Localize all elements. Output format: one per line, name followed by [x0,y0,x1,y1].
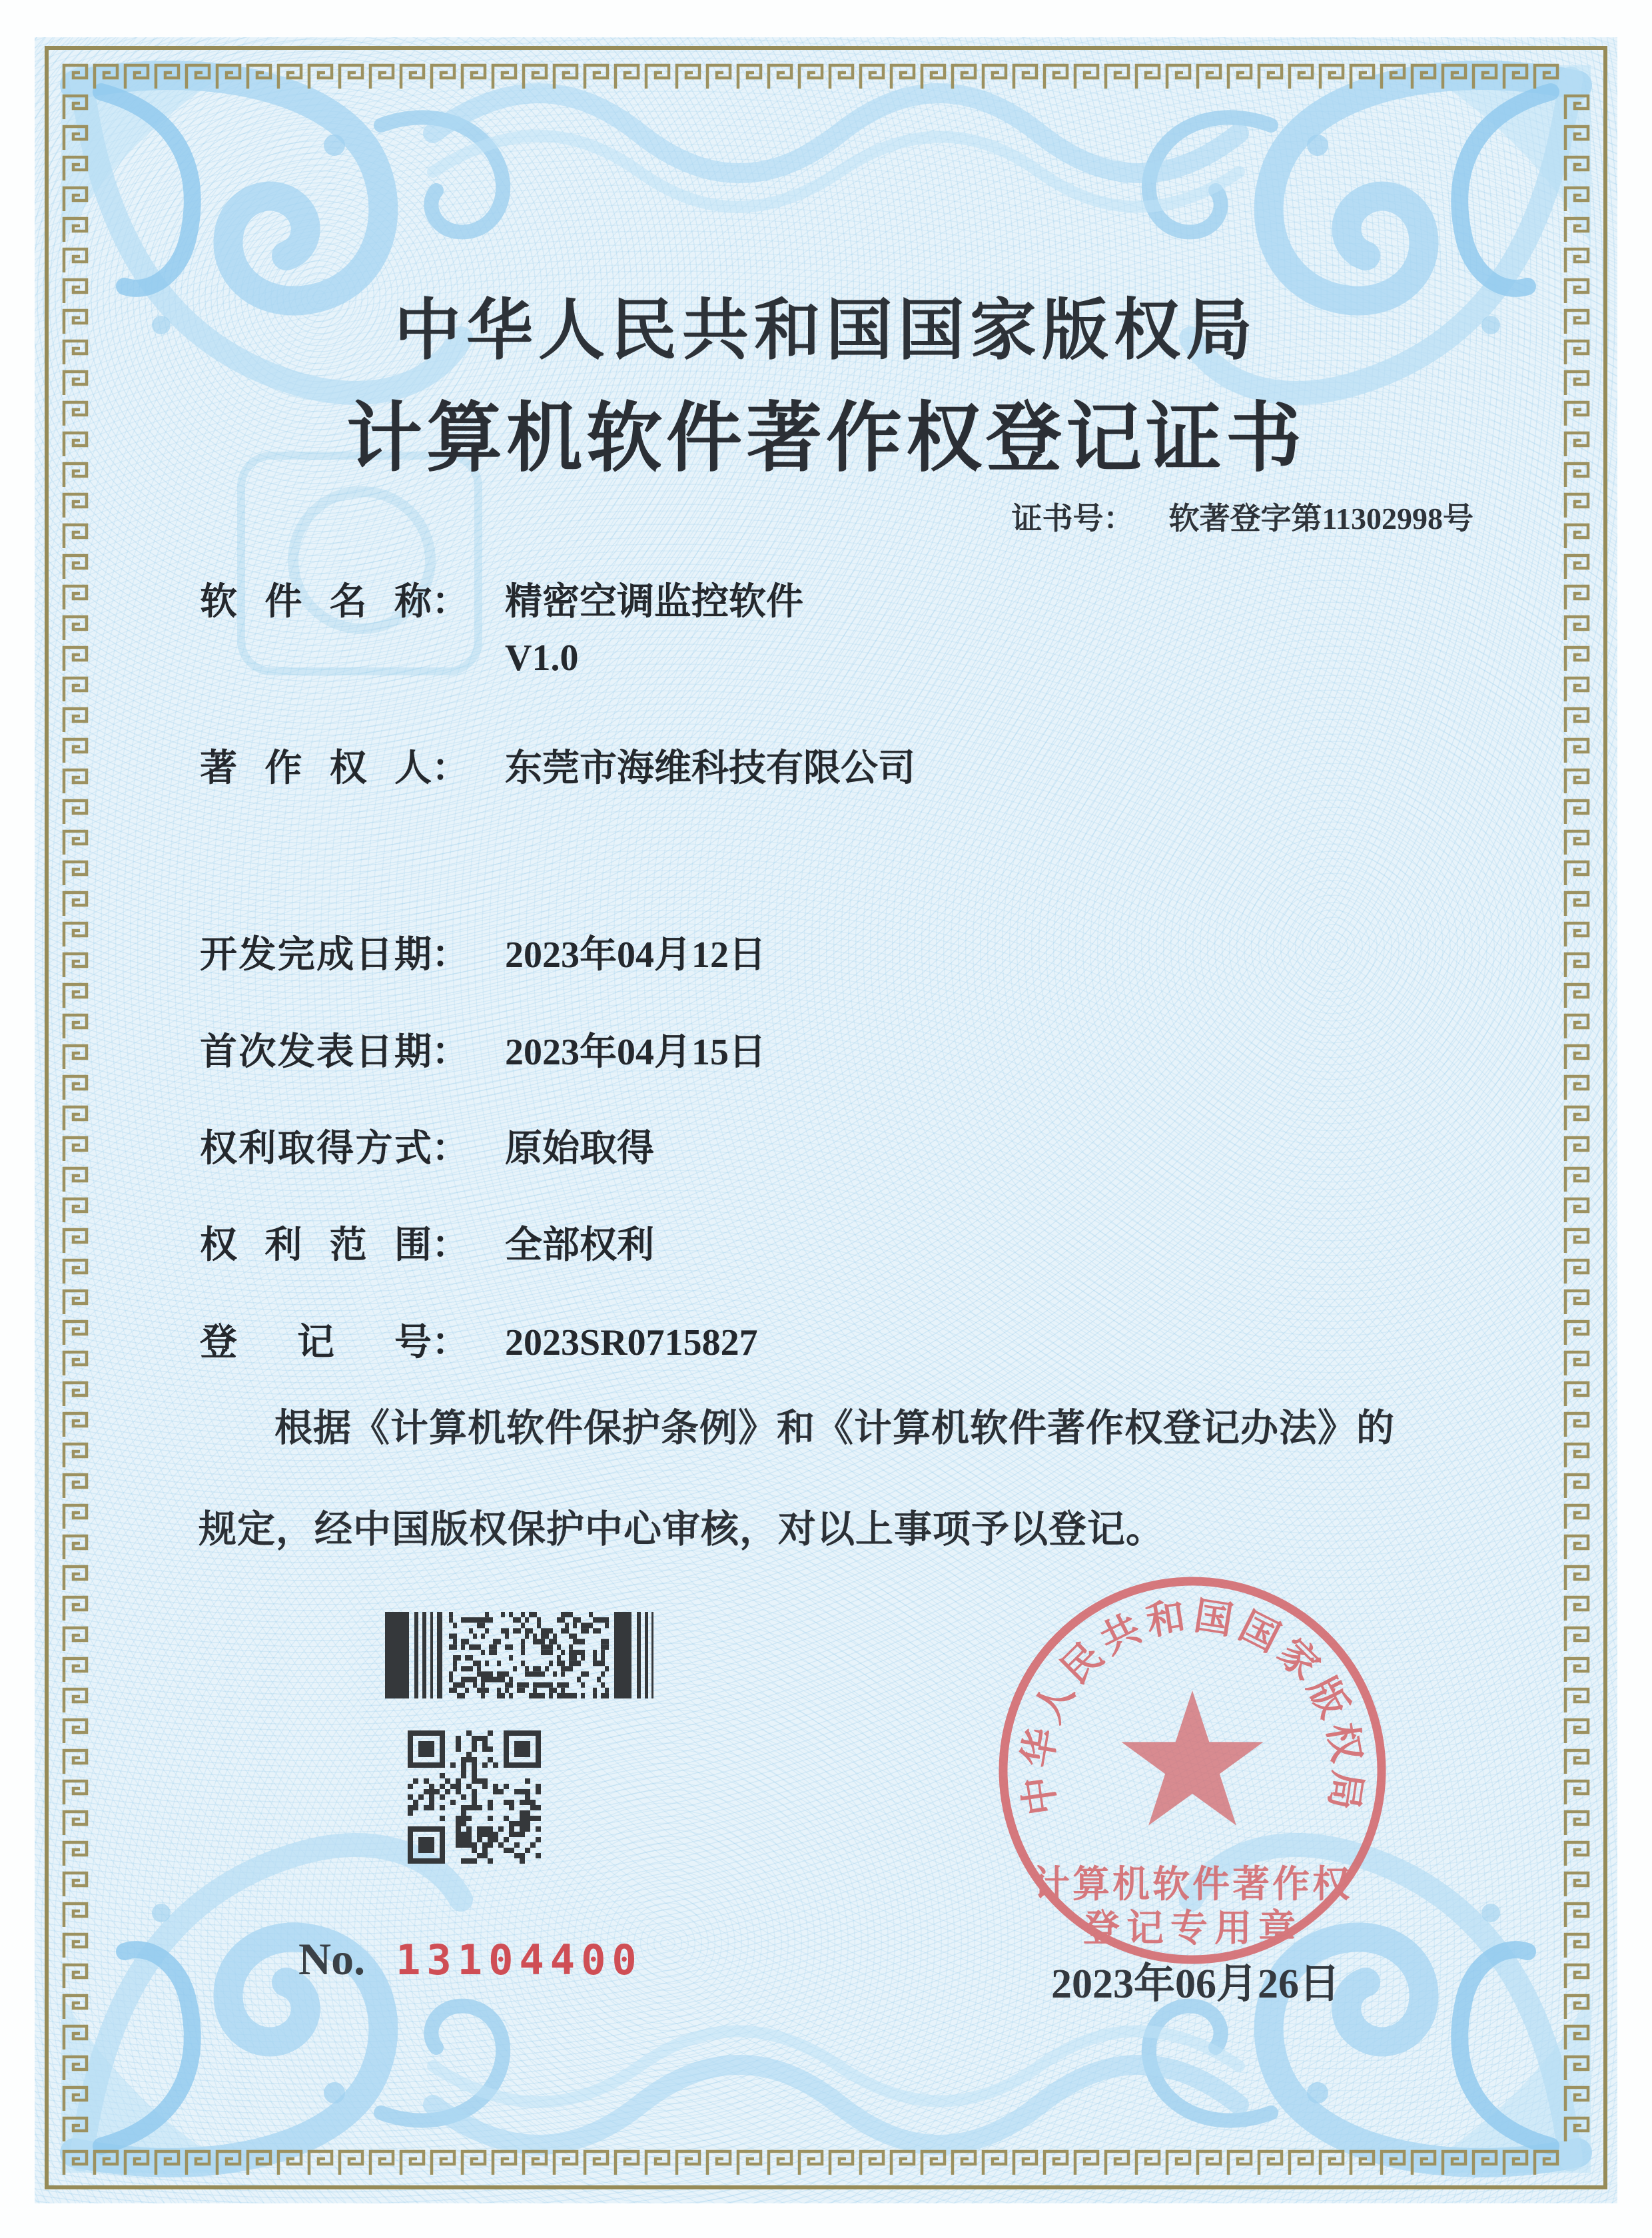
field-row-first-publish-date [200,1024,766,1080]
field-row-software-name [200,574,803,686]
pdf417-barcode [385,1612,678,1698]
colon: ： [432,581,469,623]
field-row-rights-acquisition [200,1121,654,1177]
rights-acquisition: 原始取得 [505,1128,654,1170]
serial-number: 13104400 [396,1936,643,1984]
field-row-copyright-owner [200,741,915,797]
red-star-icon [1122,1690,1264,1826]
colon: ： [432,1032,469,1073]
field-label: 首次发表日期 [200,1032,432,1073]
statement-line-2: 规定，经中国版权保护中心审核，对以上事项予以登记。 [199,1509,1164,1551]
qr-code [408,1730,541,1864]
rights-scope: 全部权利 [505,1225,654,1266]
seal-ring-text: 中华人民共和国国家版权局 [1015,1593,1370,1818]
official-seal [986,1565,1399,1978]
field-label: 著作权人 [200,748,432,789]
serial-number-line [298,1933,643,1986]
field-label: 权利取得方式 [200,1128,432,1170]
seal-bottom-line-2: 登记专用章 [1082,1908,1302,1950]
certificate-number-line [1012,494,1473,538]
registration-number: 2023SR0715827 [505,1322,758,1363]
dev-complete-date: 2023年04月12日 [505,934,766,976]
colon: ： [432,934,469,976]
field-row-dev-complete-date [200,927,766,983]
serial-prefix: No. [298,1934,366,1984]
certificate-title: 计算机软件著作权登记证书 [346,396,1306,481]
colon: ： [432,1225,469,1266]
field-row-registration-number [200,1315,758,1371]
field-label: 开发完成日期 [200,934,432,976]
first-publish-date: 2023年04月15日 [505,1032,766,1073]
colon: ： [432,748,469,789]
field-label: 登记号 [200,1322,432,1363]
colon: ： [432,1128,469,1170]
statement-line-1: 根据《计算机软件保护条例》和《计算机软件著作权登记办法》的 [274,1407,1395,1449]
authority-title: 中华人民共和国国家版权局 [394,294,1258,368]
software-name: 精密空调监控软件 [505,581,803,623]
certificate-number-label: 证书号： [1011,502,1134,536]
colon: ： [432,1322,469,1363]
seal-bottom-line-1: 计算机软件著作权 [1032,1864,1352,1906]
copyright-owner: 东莞市海维科技有限公司 [505,748,915,789]
field-row-rights-scope [200,1218,654,1274]
field-label: 软件名称 [200,581,432,623]
field-label: 权利范围 [200,1225,432,1266]
software-version: V1.0 [505,637,579,679]
issue-date: 2023年06月26日 [1050,1962,1340,2007]
certificate-number-value: 软著登字第11302998号 [1168,502,1473,536]
